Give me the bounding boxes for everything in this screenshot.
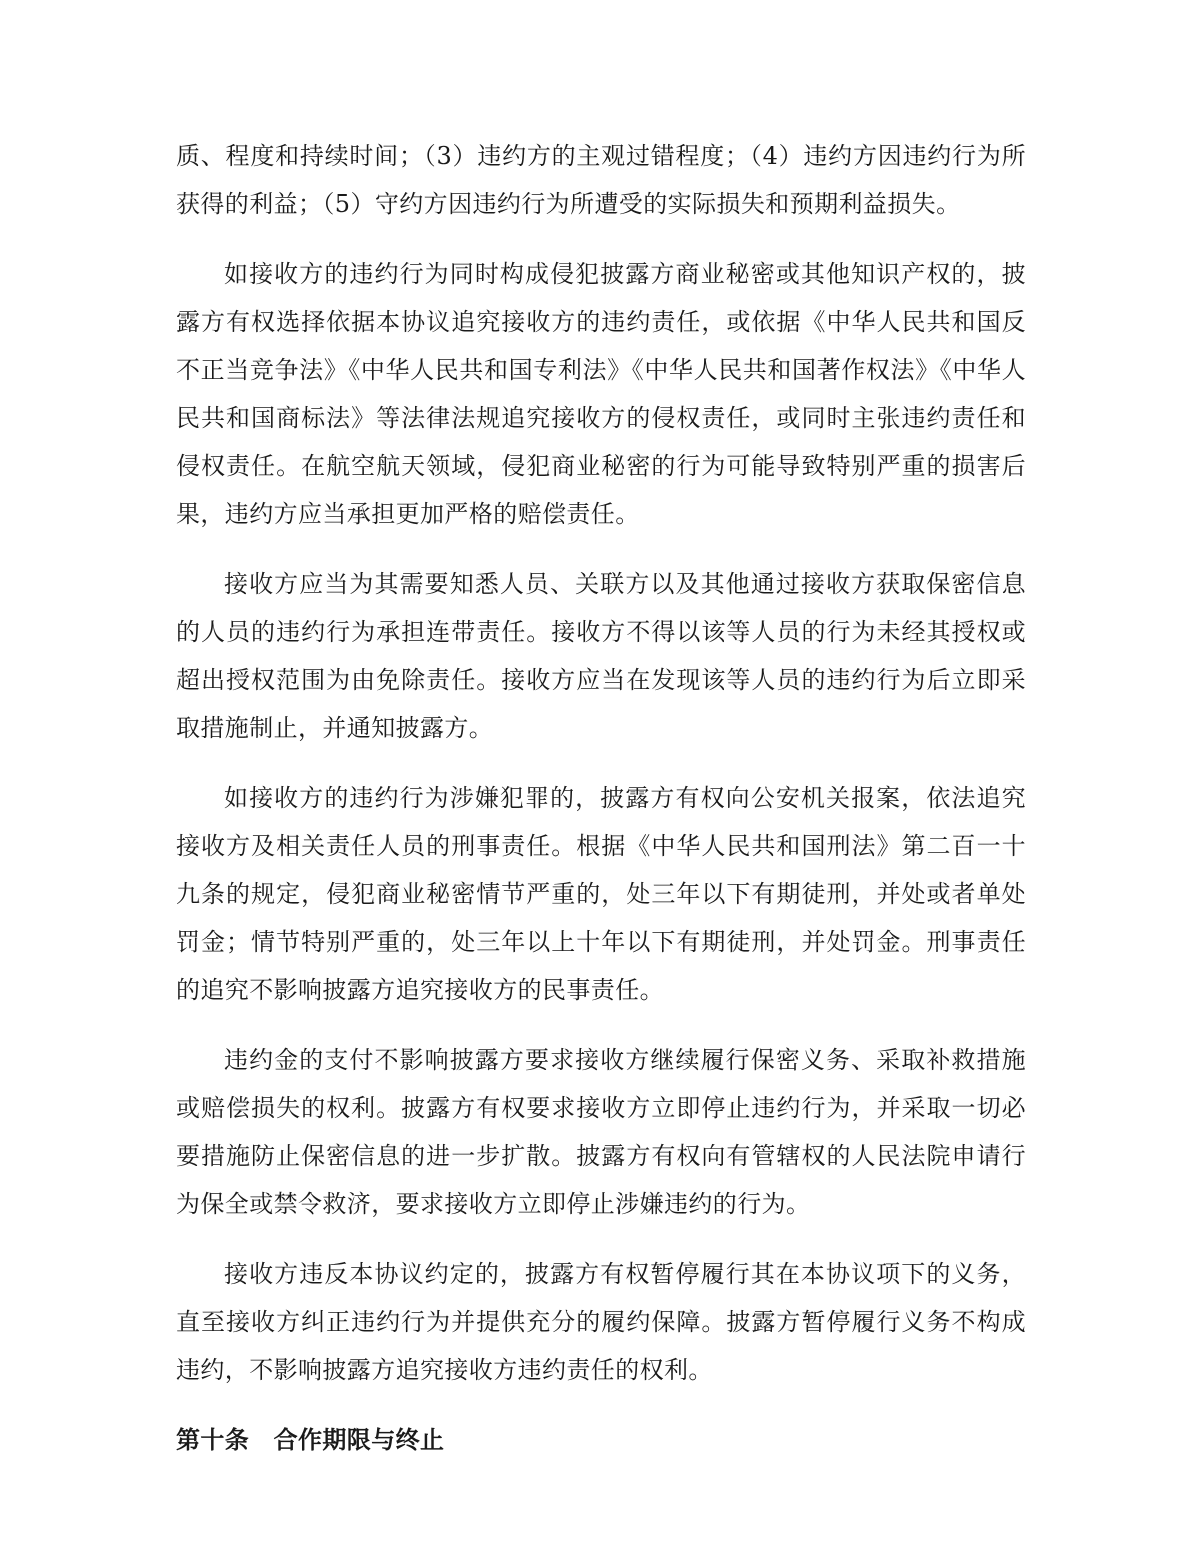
- section-heading: 第十条 合作期限与终止: [176, 1426, 445, 1454]
- document-body: [176, 132, 1026, 1464]
- paragraph-continuation: 质、程度和持续时间；（3）违约方的主观过错程度；（4）违约方因违约行为所获得的利益；（5）守约方因违约行为所遭受的实际损失和预期利益损失。: [176, 142, 1026, 218]
- paragraph-criminal-liability: 如接收方的违约行为涉嫌犯罪的，披露方有权向公安机关报案，依法追究接收方及相关责任人员的刑事责任。根据《中华人民共和国刑法》第二百一十九条的规定，侵犯商业秘密情节严重的，处三年以下有期徒刑，并处或者单处罚金；情节特别严重的，处三年以上十年以下有期徒刑，并处罚金。刑事责任的追究不影响披露方追究接收方的民事责任。: [176, 784, 1026, 1004]
- paragraph-penalty-remedies: 违约金的支付不影响披露方要求接收方继续履行保密义务、采取补救措施或赔偿损失的权利。披露方有权要求接收方立即停止违约行为，并采取一切必要措施防止保密信息的进一步扩散。披露方有权向有管辖权的人民法院申请行为保全或禁令救济，要求接收方立即停止涉嫌违约的行为。: [176, 1046, 1026, 1218]
- paragraph-joint-liability: 接收方应当为其需要知悉人员、关联方以及其他通过接收方获取保密信息的人员的违约行为承担连带责任。接收方不得以该等人员的行为未经其授权或超出授权范围为由免除责任。接收方应当在发现该等人员的违约行为后立即采取措施制止，并通知披露方。: [176, 570, 1026, 742]
- paragraph-infringement-liability: 如接收方的违约行为同时构成侵犯披露方商业秘密或其他知识产权的，披露方有权选择依据本协议追究接收方的违约责任，或依据《中华人民共和国反不正当竞争法》《中华人民共和国专利法》《中华人民共和国著作权法》《中华人民共和国商标法》等法律法规追究接收方的侵权责任，或同时主张违约责任和侵权责任。在航空航天领域，侵犯商业秘密的行为可能导致特别严重的损害后果，违约方应当承担更加严格的赔偿责任。: [176, 260, 1026, 528]
- paragraph-suspension-rights: 接收方违反本协议约定的，披露方有权暂停履行其在本协议项下的义务，直至接收方纠正违约行为并提供充分的履约保障。披露方暂停履行义务不构成违约，不影响披露方追究接收方违约责任的权利。: [176, 1260, 1026, 1384]
